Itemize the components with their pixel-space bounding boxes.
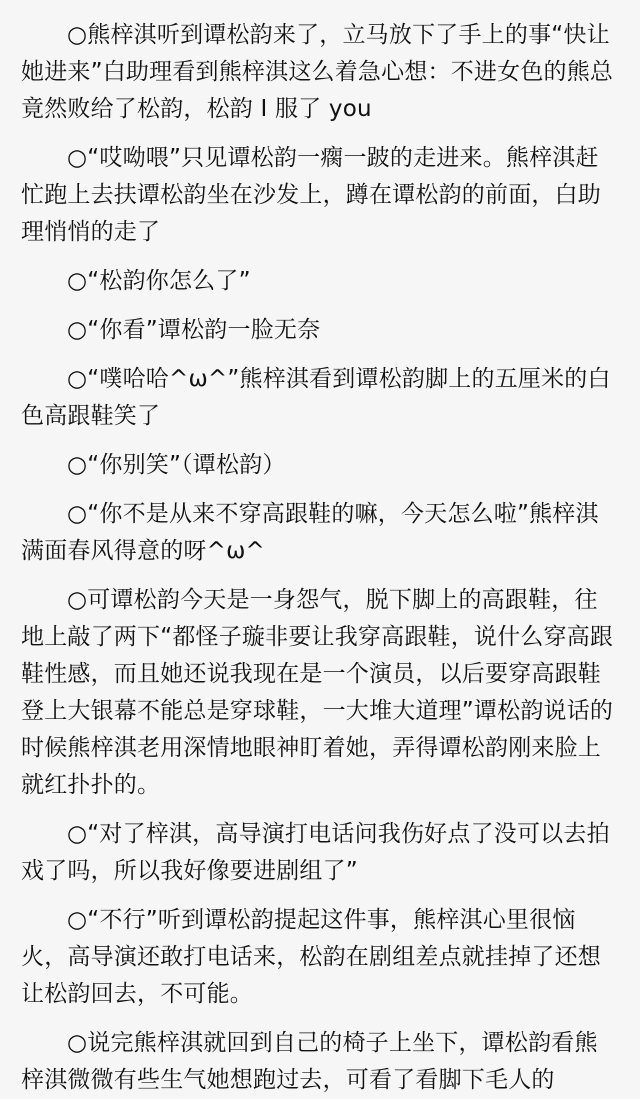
paragraph-8: ○可谭松韵今天是一身怨气，脱下脚上的高跟鞋，往地上敲了两下“都怪子璇非要让我穿高跟鞋，说什么穿高跟鞋性感，而且她还说我现在是一个演员，以后要穿高跟鞋登上大银幕不能总是穿球鞋，一大堆大道理”谭松韵说话的时候熊梓淇老用深情地眼神盯着她，弄得谭松韵刚来脸上就红扑扑的。 — [21, 587, 614, 798]
paragraph-2: ○“哎呦喂”只见谭松韵一瘸一跛的走进来。熊梓淇赶忙跑上去扶谭松韵坐在沙发上，蹲在谭松韵的前面，白助理悄悄的走了 — [21, 145, 601, 245]
paragraph-11: ○说完熊梓淇就回到自己的椅子上坐下，谭松韵看熊梓淇微微有些生气她想跑过去，可看了看脚下毛人的 — [21, 1030, 598, 1093]
paragraph-3: ○“松韵你怎么了” — [67, 268, 251, 294]
paragraph-10: ○“不行”听到谭松韵提起这件事，熊梓淇心里很恼火，高导演还敢打电话来，松韵在剧组差点就挂掉了还想让松韵回去，不可能。 — [21, 907, 601, 1007]
paragraph-5: ○“噗哈哈^ω^”熊梓淇看到谭松韵脚上的五厘米的白色高跟鞋笑了 — [21, 366, 611, 429]
paragraph-7: ○“你不是从来不穿高跟鞋的嘛，今天怎么啦”熊梓淇满面春风得意的呀^ω^ — [21, 501, 599, 564]
paragraph-9: ○“对了梓淇，高导演打电话问我伤好点了没可以去拍戏了吗，所以我好像要进剧组了” — [21, 821, 610, 884]
paragraph-1: ○熊梓淇听到谭松韵来了，立马放下了手上的事“快让她进来”白助理看到熊梓淇这么着急心想：不进女色的熊总竟然败给了松韵，松韵 I 服了 you — [21, 22, 614, 122]
paragraph-6: ○“你别笑”（谭松韵） — [67, 452, 286, 478]
paragraph-4: ○“你看”谭松韵一脸无奈 — [67, 317, 321, 343]
